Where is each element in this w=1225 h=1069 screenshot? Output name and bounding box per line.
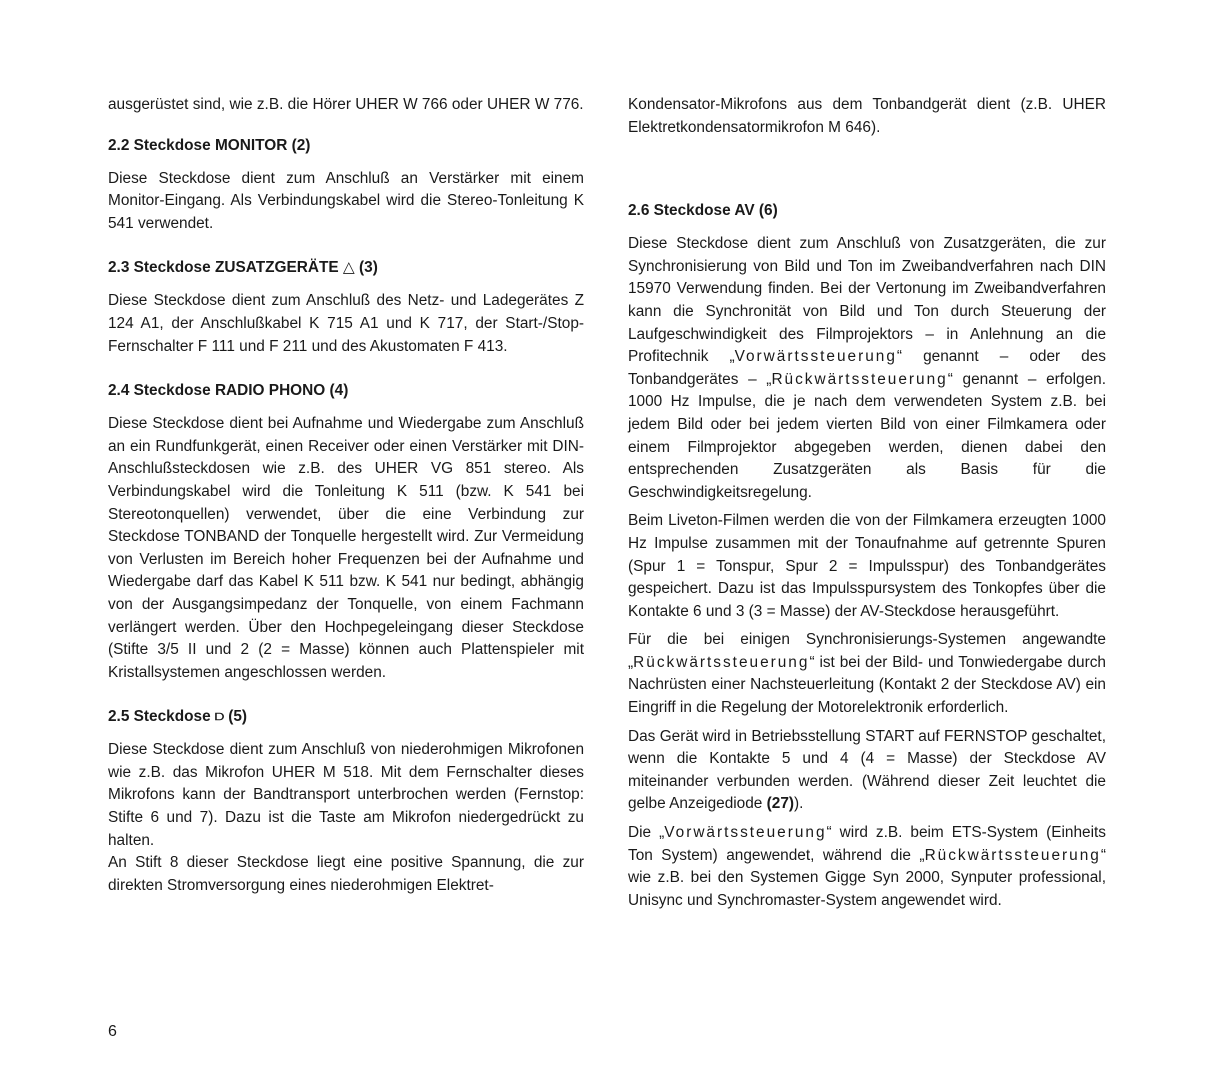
intro-paragraph: ausgerüstet sind, wie z.B. die Hörer UHER W 766 oder UHER W 776. — [108, 96, 584, 113]
heading-2-5: 2.5 Steckdose ⫐ (5) — [108, 708, 248, 726]
p4-bold-ref: (27) — [766, 795, 795, 813]
paragraph-rueckwaerts — [628, 629, 1106, 719]
p1-text-b: “ genannt – oder des Tonbandgerätes – „ — [628, 348, 1106, 388]
paragraph-systems — [628, 822, 1106, 912]
paragraph-fernstop — [628, 726, 1106, 816]
p5-spaced-term-2: Rückwärtssteuerung — [924, 846, 1101, 864]
p1-text-c: “ genannt – erfolgen. 1000 Hz Impulse, die je nach dem verwendeten System z.B. bei jedem Bild oder bei jedem vierten Bild von einer Filmkamera oder einem Filmprojektor abgegeben werden, dienen dabei den entsprechenden Zusatzgeräten als Basis für die Geschwindigkeitsregelung. — [628, 370, 1106, 501]
right-column — [628, 94, 1106, 912]
p3-text-a: Für die bei einigen Synchronisierungs-Systemen angewandte „ — [628, 631, 1106, 671]
paragraph-2-5a: Diese Steckdose dient zum Anschluß von niederohmigen Mikrofonen wie z.B. das Mikrofon UHER M 518. Mit dem Fernschalter dieses Mikrofons kann der Bandtransport unterbrochen werden (Fernstop: Stifte 6 und 7). Dazu ist die Taste am Mikrofon niedergedrückt zu halten. — [108, 741, 584, 849]
p4-text-a: Das Gerät wird in Betriebsstellung START auf FERNSTOP geschaltet, wenn die Kontakte 5 und 4 (4 = Masse) der Steckdose AV miteinander verbunden werden. (Während dieser Zeit leuchtet die gelbe Anzeigediode — [628, 727, 1106, 813]
heading-2-3: 2.3 Steckdose ZUSATZGERÄTE △ (3) — [108, 259, 378, 277]
paragraph-2-5b: An Stift 8 dieser Steckdose liegt eine positive Spannung, die zur direkten Stromversorgung eines niederohmigen Elektret- — [108, 854, 584, 894]
p5-text-c: “ wie z.B. bei den Systemen Gigge Syn 2000, Synputer professional, Unisync und Synchromaster-System angewendet wird. — [628, 846, 1106, 909]
p1-text-a: Diese Steckdose dient zum Anschluß von Zusatzgeräten, die zur Synchronisierung von Bild und Ton im Zweibandverfahren nach DIN 15970 Verwendung finden. Bei der Vertonung im Zweibandverfahren kann die Synchronität von Bild und Ton durch Steuerung der Laufgeschwindigkeit des Filmprojektors – in Anlehnung an die Profitechnik „ — [628, 235, 1106, 366]
p3-text-b: “ ist bei der Bild- und Tonwiedergabe durch Nachrüsten einer Nachsteuerleitung (Kontakt 2 der Steckdose AV) ein Eingriff in die Regelung der Motorelektronik erforderlich. — [628, 653, 1106, 717]
heading-2-6: 2.6 Steckdose AV (6) — [628, 202, 778, 220]
p1-spaced-term-2: Rückwärtssteuerung — [771, 370, 948, 388]
left-column — [108, 94, 584, 897]
p4-text-b: ). — [794, 795, 804, 813]
continuation-paragraph: Kondensator-Mikrofons aus dem Tonbandgerät dient (z.B. UHER Elektretkondensatormikrofon M 646). — [628, 96, 1106, 136]
paragraph-2-6-intro — [628, 233, 1106, 504]
heading-2-4: 2.4 Steckdose RADIO PHONO (4) — [108, 382, 349, 400]
p5-spaced-term-1: Vorwärtssteuerung — [664, 824, 827, 842]
page-number: 6 — [108, 1023, 117, 1040]
paragraph-2-2: Diese Steckdose dient zum Anschluß an Verstärker mit einem Monitor-Eingang. Als Verbindungskabel wird die Stereo-Tonleitung K 541 verwendet. — [108, 169, 584, 232]
p5-text-a: Die „ — [628, 824, 665, 842]
paragraph-2-4: Diese Steckdose dient bei Aufnahme und Wiedergabe zum Anschluß an ein Rundfunkgerät, einen Receiver oder einen Verstärker mit DIN-Anschlußsteckdosen wie z.B. des UHER VG 851 stereo. Als Verbindungskabel wird die Tonleitung K 511 (bzw. K 541 bei Stereotonquellen) verwendet, über die eine Verbindung zur Steckdose TONBAND der Tonquelle hergestellt wird. Zur Vermeidung von Verlusten im Bereich hoher Frequenzen bei der Aufnahme und Wiedergabe darf das Kabel K 511 bzw. K 541 nur bedingt, abhängig von der Ausgangsimpedanz der Tonquelle, von einem Fachmann verlängert werden. Über den Hochpegeleingang dieser Steckdose (Stifte 3/5 II und 2 (2 = Masse) können auch Plattenspieler mit Kristallsystemen angeschlossen werden. — [108, 415, 584, 681]
p5-text-b: “ wird z.B. beim ETS-System (Einheits Ton System) angewendet, während die „ — [628, 824, 1106, 864]
p1-spaced-term-1: Vorwärtssteuerung — [734, 348, 897, 366]
paragraph-liveton: Beim Liveton-Filmen werden die von der Filmkamera erzeugten 1000 Hz Impulse zusammen mit der Tonaufnahme auf getrennte Spuren (Spur 1 = Tonspur, Spur 2 = Impulsspur) des Tonbandgerätes gespeichert. Dazu ist das Impulsspursystem des Tonkopfes über die Kontakte 6 und 3 (3 = Masse) der AV-Steckdose herausgeführt. — [628, 512, 1106, 620]
paragraph-2-3: Diese Steckdose dient zum Anschluß des Netz- und Ladegerätes Z 124 A1, der Anschlußkabel K 715 A1 und K 717, der Start-/Stop-Fernschalter F 111 und F 211 und des Akustomaten F 413. — [108, 292, 584, 355]
heading-2-2: 2.2 Steckdose MONITOR (2) — [108, 136, 311, 154]
p3-spaced-term: Rückwärtssteuerung — [633, 653, 810, 671]
